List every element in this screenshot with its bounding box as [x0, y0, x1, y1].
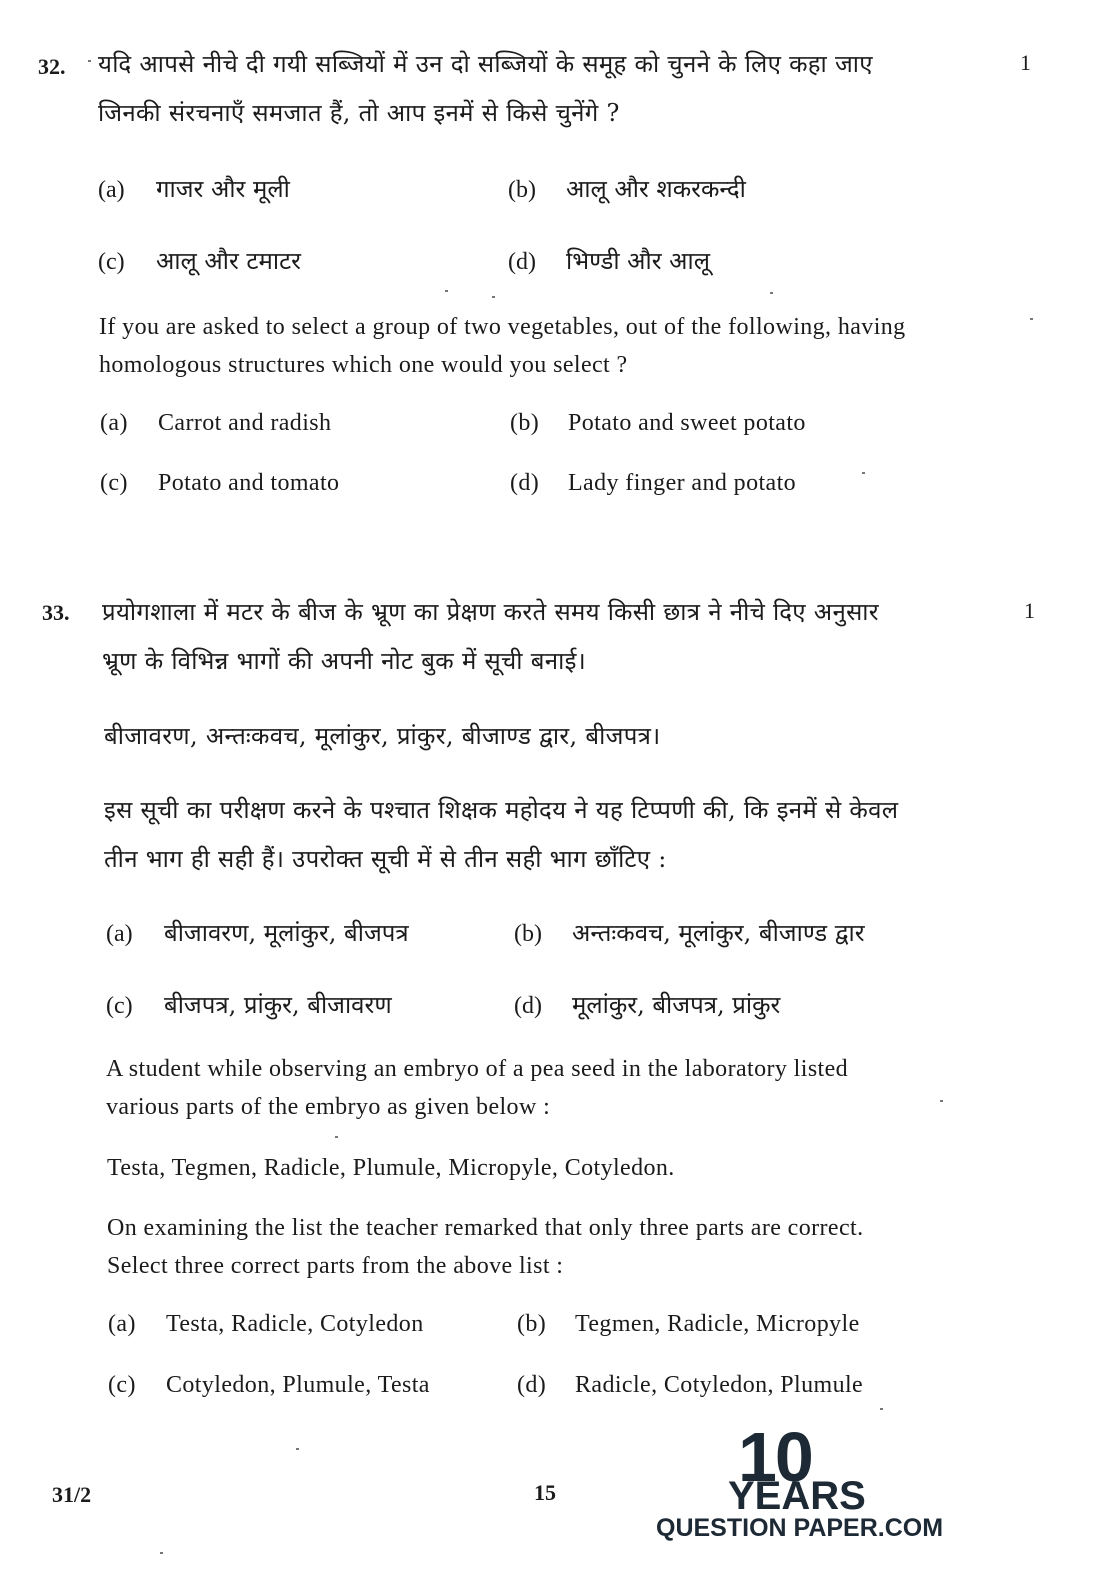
- option-text: बीजावरण, मूलांकुर, बीजपत्र: [164, 919, 409, 947]
- option-c-hindi[interactable]: [106, 988, 392, 1021]
- scan-speck: [335, 1136, 338, 1138]
- option-label: (a): [98, 177, 125, 203]
- option-label: (a): [106, 921, 133, 947]
- option-label: (d): [514, 993, 542, 1019]
- teacher-remark-english: [107, 1209, 1007, 1285]
- option-text: Potato and tomato: [158, 470, 340, 496]
- option-label: (b): [510, 410, 540, 436]
- question-number: 32.: [38, 54, 66, 79]
- scan-speck: [940, 1100, 943, 1102]
- option-label: (a): [108, 1311, 136, 1337]
- option-d-english[interactable]: [517, 1372, 863, 1399]
- question-line: इस सूची का परीक्षण करने के पश्चात शिक्षक महोदय ने यह टिप्पणी की, कि इनमें से केवल: [104, 796, 899, 824]
- scan-speck: [160, 1552, 163, 1554]
- option-label: (d): [508, 249, 536, 275]
- scan-speck: [492, 296, 495, 298]
- option-text: आलू और टमाटर: [156, 247, 302, 275]
- option-c-english[interactable]: [108, 1372, 430, 1399]
- option-text: गाजर और मूली: [156, 175, 290, 203]
- option-a-english[interactable]: [108, 1311, 424, 1338]
- marks-label: 1: [1024, 598, 1035, 623]
- scan-speck: [88, 60, 91, 62]
- page-number: 15: [534, 1480, 556, 1505]
- question-line: various parts of the embryo as given below :: [106, 1094, 551, 1120]
- option-text: Carrot and radish: [158, 410, 332, 436]
- option-text: बीजपत्र, प्रांकुर, बीजावरण: [164, 991, 392, 1019]
- option-label: (d): [517, 1372, 547, 1398]
- option-d-english[interactable]: [510, 470, 796, 497]
- option-label: (d): [510, 470, 540, 496]
- question-line: A student while observing an embryo of a pea seed in the laboratory listed: [106, 1056, 849, 1082]
- scan-speck: [1030, 318, 1033, 320]
- option-b-english[interactable]: [517, 1311, 860, 1338]
- option-a-hindi[interactable]: [98, 172, 290, 205]
- question-line: तीन भाग ही सही हैं। उपरोक्त सूची में से तीन सही भाग छाँटिए :: [104, 845, 667, 873]
- question-line: Select three correct parts from the above list :: [107, 1253, 564, 1279]
- option-label: (b): [517, 1311, 547, 1337]
- option-c-english[interactable]: [100, 470, 339, 497]
- option-text: Testa, Radicle, Cotyledon: [166, 1311, 424, 1337]
- question-text-hindi: [102, 588, 1002, 686]
- option-b-english[interactable]: [510, 410, 806, 437]
- option-text: Cotyledon, Plumule, Testa: [166, 1372, 430, 1398]
- scan-speck: [880, 1408, 883, 1410]
- option-d-hindi[interactable]: [514, 988, 780, 1021]
- scan-speck: [296, 1448, 299, 1450]
- question-line: If you are asked to select a group of two vegetables, out of the following, having: [99, 314, 906, 340]
- scan-speck: [862, 472, 865, 474]
- option-text: भिण्डी और आलू: [566, 247, 710, 275]
- scan-speck: [770, 292, 773, 294]
- question-line: On examining the list the teacher remarked that only three parts are correct.: [107, 1215, 864, 1241]
- teacher-remark-hindi: [104, 786, 1004, 884]
- option-text: मूलांकुर, बीजपत्र, प्रांकुर: [572, 991, 781, 1019]
- question-line: जिनकी संरचनाएँ समजात हैं, तो आप इनमें से किसे चुनेंगे ?: [98, 99, 620, 127]
- question-text-english: [106, 1050, 1006, 1126]
- question-text-english: [99, 308, 999, 384]
- logo-site: QUESTION PAPER.COM: [656, 1514, 944, 1542]
- parts-list-hindi: बीजावरण, अन्तःकवच, मूलांकुर, प्रांकुर, बीजाण्ड द्वार, बीजपत्र।: [104, 722, 661, 750]
- option-label: (c): [100, 470, 128, 496]
- question-line: homologous structures which one would you select ?: [99, 352, 628, 378]
- question-text-hindi: [98, 40, 998, 138]
- question-line: प्रयोगशाला में मटर के बीज के भ्रूण का प्रेक्षण करते समय किसी छात्र ने नीचे दिए अनुसार: [102, 598, 879, 626]
- option-label: (b): [508, 177, 536, 203]
- option-label: (c): [98, 249, 125, 275]
- option-label: (c): [108, 1372, 136, 1398]
- option-label: (a): [100, 410, 128, 436]
- option-text: अन्तःकवच, मूलांकुर, बीजाण्ड द्वार: [572, 919, 865, 947]
- option-b-hindi[interactable]: [508, 172, 746, 205]
- option-text: Potato and sweet potato: [568, 410, 806, 436]
- marks-label: 1: [1020, 50, 1031, 75]
- question-number: 33.: [42, 600, 70, 625]
- option-label: (c): [106, 993, 133, 1019]
- option-text: आलू और शकरकन्दी: [566, 175, 746, 203]
- option-d-hindi[interactable]: [508, 244, 710, 277]
- option-text: Lady finger and potato: [568, 470, 797, 496]
- watermark-logo: [650, 1418, 944, 1570]
- option-c-hindi[interactable]: [98, 244, 301, 277]
- question-line: भ्रूण के विभिन्न भागों की अपनी नोट बुक में सूची बनाई।: [102, 647, 587, 675]
- paper-code: 31/2: [52, 1482, 92, 1507]
- logo-word: YEARS: [728, 1474, 866, 1518]
- option-b-hindi[interactable]: [514, 916, 865, 949]
- option-text: Radicle, Cotyledon, Plumule: [575, 1372, 864, 1398]
- scan-speck: [445, 290, 448, 292]
- option-label: (b): [514, 921, 542, 947]
- parts-list-english: Testa, Tegmen, Radicle, Plumule, Micropyle, Cotyledon.: [107, 1155, 675, 1181]
- logo-number: 10: [738, 1418, 812, 1496]
- question-line: यदि आपसे नीचे दी गयी सब्जियों में उन दो सब्जियों के समूह को चुनने के लिए कहा जाए: [98, 50, 873, 78]
- option-text: Tegmen, Radicle, Micropyle: [575, 1311, 860, 1337]
- option-a-hindi[interactable]: [106, 916, 409, 949]
- option-a-english[interactable]: [100, 410, 331, 437]
